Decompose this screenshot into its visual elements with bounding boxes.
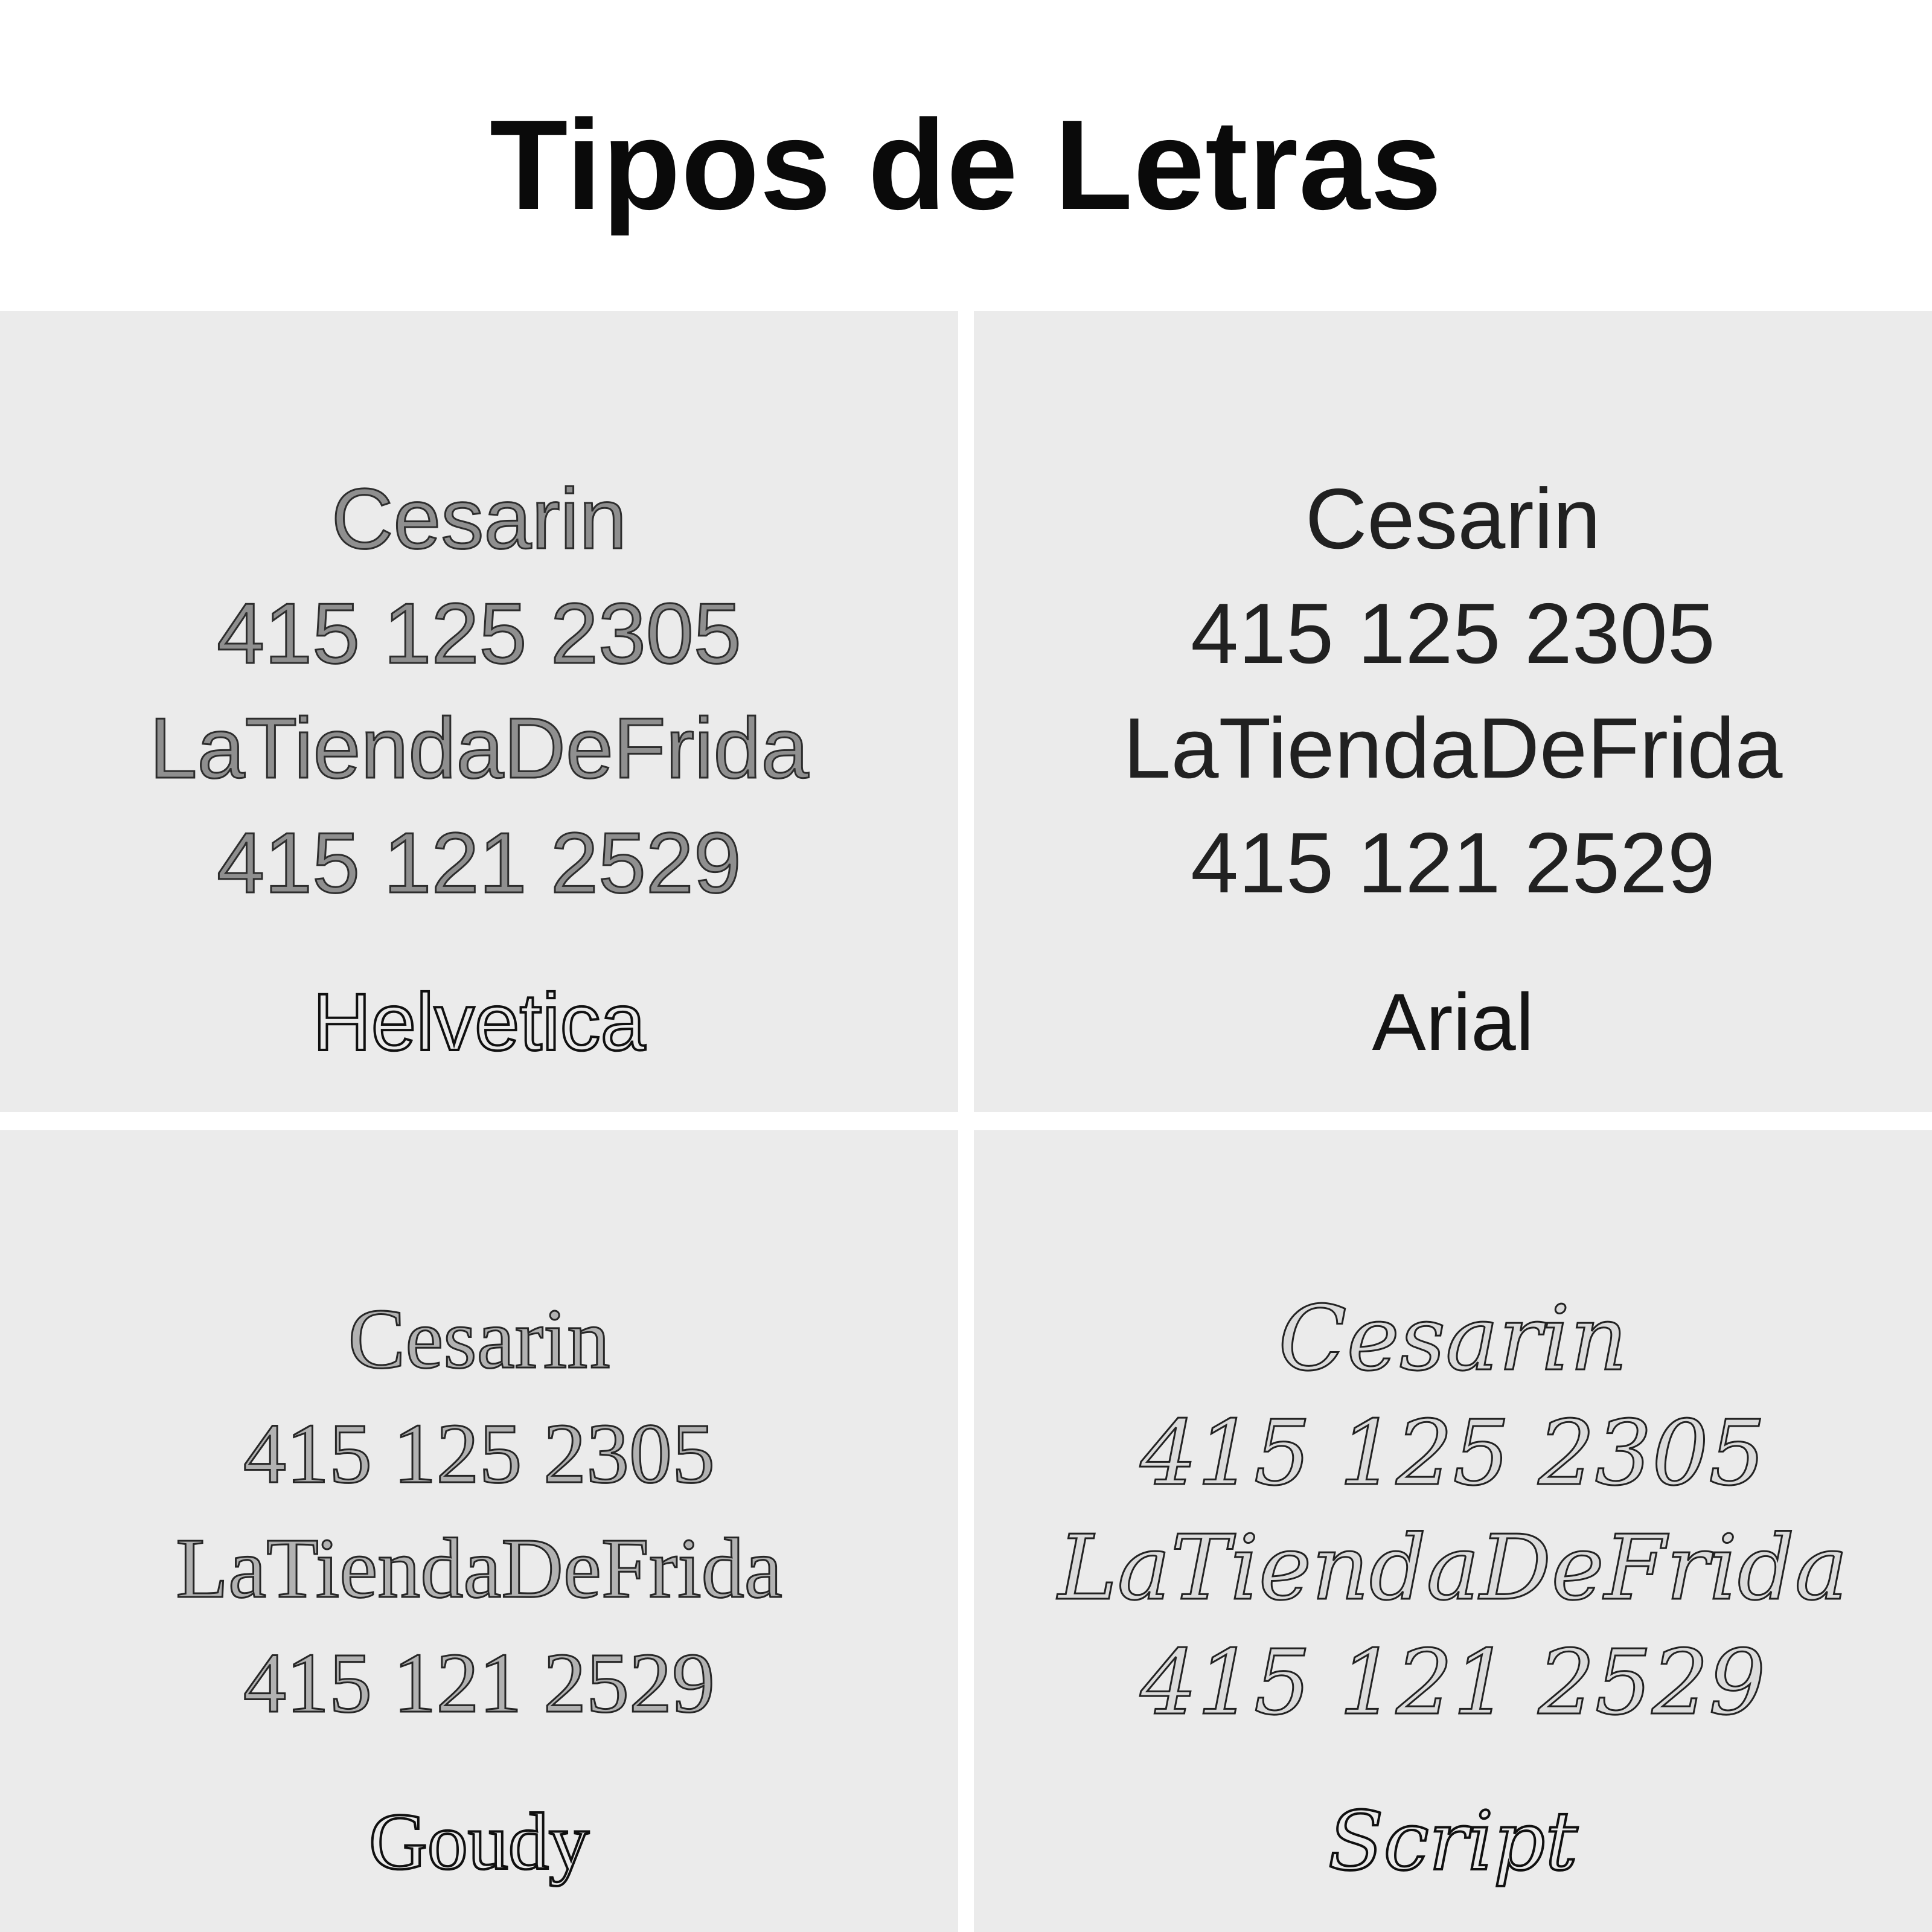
sample-line-phone2: 415 121 2529 <box>217 815 741 911</box>
font-sample-helvetica <box>150 462 809 921</box>
font-name-helvetica: Helvetica <box>312 977 646 1067</box>
font-sample-arial <box>1124 462 1783 921</box>
sample-line-name: Cesarin <box>331 471 627 567</box>
sample-line-phone2: 415 121 2529 <box>1140 1631 1766 1735</box>
sample-line-phone1: 415 125 2305 <box>1140 1401 1766 1505</box>
sample-line-shop: LaTiendaDeFrida <box>1058 1516 1848 1620</box>
font-grid <box>0 311 1932 1932</box>
font-card-arial <box>974 311 1932 1112</box>
sample-line-phone1: 415 125 2305 <box>243 1406 715 1501</box>
font-name-script: Script <box>1328 1794 1578 1889</box>
font-name-arial: Arial <box>1372 977 1534 1067</box>
sample-line-name: Cesarin <box>348 1291 610 1386</box>
sample-line-phone2: 415 121 2529 <box>243 1635 715 1730</box>
sample-line-name: Cesarin <box>1305 471 1601 567</box>
sample-line-phone1: 415 125 2305 <box>1191 586 1715 682</box>
page-title: Tipos de Letras <box>490 92 1442 236</box>
font-card-goudy <box>0 1130 958 1932</box>
font-sample-goudy <box>176 1281 782 1740</box>
font-card-script <box>974 1130 1932 1932</box>
sample-line-shop: LaTiendaDeFrida <box>149 700 809 796</box>
title-bar <box>0 0 1932 311</box>
sample-line-shop: LaTiendaDeFrida <box>176 1520 782 1616</box>
sample-line-name: Cesarin <box>1278 1287 1628 1390</box>
font-name-goudy: Goudy <box>369 1797 589 1886</box>
sample-line-shop: LaTiendaDeFrida <box>1123 700 1783 796</box>
font-card-helvetica <box>0 311 958 1112</box>
sample-line-phone1: 415 125 2305 <box>217 586 741 682</box>
font-sample-script <box>1058 1281 1847 1740</box>
sample-line-phone2: 415 121 2529 <box>1191 815 1715 911</box>
